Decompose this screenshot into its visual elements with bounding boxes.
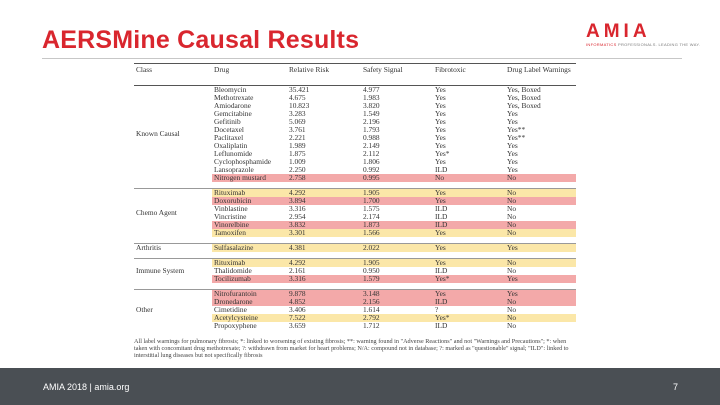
relative-risk-cell: 3.406 [289,306,306,314]
relative-risk-cell: 35.421 [287,86,361,95]
label-warning-cell: No [505,174,576,182]
safety-signal-cell: 1.549 [363,110,380,118]
drug-cell: Gemcitabine [214,110,252,118]
page-number: 7 [673,382,679,392]
results-table [134,63,576,330]
safety-signal-cell: 3.148 [361,290,433,299]
fibrotoxic-cell: Yes* [435,150,450,158]
logo-tagline [586,42,701,48]
table-row [134,290,576,299]
safety-signal-cell: 2.112 [363,150,380,158]
relative-risk-cell: 4.675 [289,94,306,102]
logo-tagline-highlight: INFORMATICS [586,42,617,47]
drug-cell: Gefitinib [214,118,241,126]
safety-signal-cell: 0.995 [361,174,433,182]
fibrotoxic-cell: Yes [433,244,505,253]
label-warning-cell: No [507,205,517,213]
safety-signal-cell: 1.712 [363,322,380,330]
label-warning-cell: No [507,306,517,314]
safety-signal-cell: 1.575 [363,205,380,213]
relative-risk-cell: 3.316 [289,205,306,213]
label-warning-cell: Yes [507,142,518,150]
drug-cell: Tamoxifen [212,229,287,237]
fibrotoxic-cell: Yes* [433,314,505,322]
relative-risk-cell: 1.009 [289,158,306,166]
label-warning-cell: Yes [505,275,576,283]
label-warning-cell: Yes [507,158,518,166]
label-warning-cell: Yes [507,166,518,174]
label-warning-cell: Yes, Boxed [507,102,541,110]
relative-risk-cell: 2.954 [289,213,306,221]
drug-cell: Sulfasalazine [212,244,287,253]
table-row [134,189,576,198]
fibrotoxic-cell: Yes [435,118,446,126]
drug-cell: Rituximab [212,189,287,198]
label-warning-cell: Yes [505,290,576,299]
relative-risk-cell: 3.761 [289,126,306,134]
safety-signal-cell: 2.174 [363,213,380,221]
safety-signal-cell: 2.792 [361,314,433,322]
relative-risk-cell: 4.381 [287,244,361,253]
label-warning-cell: Yes [507,150,518,158]
drug-cell: Paclitaxel [214,134,244,142]
fibrotoxic-cell: Yes [435,110,446,118]
fibrotoxic-cell: ILD [435,267,448,275]
footer-text: AMIA 2018 | amia.org [43,382,130,392]
safety-signal-cell: 0.950 [363,267,380,275]
drug-cell: Vincristine [214,213,247,221]
col-header-drug: Drug [212,64,287,86]
relative-risk-cell: 1.875 [289,150,306,158]
logo-wordmark-text: AMIA [586,21,651,42]
label-warning-cell: No [505,259,576,268]
fibrotoxic-cell: Yes [435,126,446,134]
col-header-label-warnings: Drug Label Warnings [505,64,576,86]
safety-signal-cell: 0.988 [363,134,380,142]
label-warning-cell: No [505,189,576,198]
amia-logo [586,21,701,56]
table-body [134,86,576,331]
table-row [134,244,576,253]
safety-signal-cell: 2.196 [363,118,380,126]
relative-risk-cell: 10.823 [289,102,310,110]
label-warning-cell: Yes [507,110,518,118]
class-cell: Immune System [134,259,212,284]
safety-signal-cell: 4.977 [361,86,433,95]
safety-signal-cell: 1.905 [361,259,433,268]
relative-risk-cell: 3.894 [287,197,361,205]
table-header-row [134,64,576,86]
safety-signal-cell: 2.149 [363,142,380,150]
safety-signal-cell: 1.806 [363,158,380,166]
drug-cell: Rituximab [212,259,287,268]
fibrotoxic-cell: ILD [435,322,448,330]
safety-signal-cell: 1.873 [361,221,433,229]
relative-risk-cell: 1.989 [289,142,306,150]
fibrotoxic-cell: ILD [435,205,448,213]
title-divider [42,58,682,59]
class-cell: Chemo Agent [134,189,212,238]
drug-cell: Cyclophosphamide [214,158,272,166]
drug-cell: Amiodarone [214,102,251,110]
drug-cell: Leflunomide [214,150,253,158]
label-warning-cell: No [505,197,576,205]
fibrotoxic-cell: Yes [435,134,446,142]
drug-cell: Vinorelbine [212,221,287,229]
safety-signal-cell: 0.992 [363,166,380,174]
relative-risk-cell: 2.250 [289,166,306,174]
fibrotoxic-cell: ILD [433,221,505,229]
col-header-safety-signal: Safety Signal [361,64,433,86]
fibrotoxic-cell: ? [435,306,439,314]
drug-cell: Docetaxel [214,126,244,134]
fibrotoxic-cell: Yes [433,229,505,237]
label-warning-cell: No [505,229,576,237]
relative-risk-cell: 4.852 [287,298,361,306]
label-warning-cell: No [507,322,517,330]
label-warning-cell: Yes, Boxed [507,94,541,102]
logo-tagline-rest: PROFESSIONALS. LEADING THE WAY. [616,42,701,47]
fibrotoxic-cell: Yes [435,94,446,102]
label-warning-cell: Yes [505,244,576,253]
safety-signal-cell: 2.022 [361,244,433,253]
relative-risk-cell: 4.292 [287,259,361,268]
drug-cell: Bleomycin [212,86,287,95]
safety-signal-cell: 1.566 [361,229,433,237]
class-cell: Known Causal [134,86,212,183]
safety-signal-cell: 1.614 [363,306,380,314]
col-header-relative-risk: Relative Risk [287,64,361,86]
fibrotoxic-cell: ILD [433,298,505,306]
fibrotoxic-cell: Yes [435,142,446,150]
table-row [134,259,576,268]
label-warning-cell: Yes** [507,134,526,142]
safety-signal-cell: 1.905 [361,189,433,198]
fibrotoxic-cell: ILD [435,213,448,221]
fibrotoxic-cell: Yes [433,290,505,299]
drug-cell: Vinblastine [214,205,248,213]
fibrotoxic-cell: Yes [433,197,505,205]
safety-signal-cell: 1.793 [363,126,380,134]
relative-risk-cell: 3.659 [289,322,306,330]
drug-cell: Cimetidine [214,306,247,314]
fibrotoxic-cell: ILD [435,166,448,174]
relative-risk-cell: 3.316 [287,275,361,283]
drug-cell: Methotrexate [214,94,254,102]
relative-risk-cell: 3.832 [287,221,361,229]
label-warning-cell: Yes** [507,126,526,134]
fibrotoxic-cell: Yes [433,259,505,268]
drug-cell: Lansoprazole [214,166,254,174]
class-cell: Arthritis [134,244,212,253]
fibrotoxic-cell: Yes [435,158,446,166]
safety-signal-cell: 3.820 [363,102,380,110]
drug-cell: Oxaliplatin [214,142,248,150]
label-warning-cell: No [507,267,517,275]
class-cell: Other [134,290,212,331]
relative-risk-cell: 4.292 [287,189,361,198]
relative-risk-cell: 3.283 [289,110,306,118]
drug-cell: Doxorubicin [212,197,287,205]
label-warning-cell: No [505,221,576,229]
relative-risk-cell: 5.069 [289,118,306,126]
relative-risk-cell: 3.301 [287,229,361,237]
label-warning-cell: No [505,314,576,322]
label-warning-cell: No [507,213,517,221]
fibrotoxic-cell: Yes [435,102,446,110]
logo-wordmark [586,22,684,42]
label-warning-cell: No [505,298,576,306]
fibrotoxic-cell: Yes [433,189,505,198]
drug-cell: Acetylcysteine [212,314,287,322]
drug-cell: Dronedarone [212,298,287,306]
drug-cell: Propoxyphene [214,322,257,330]
safety-signal-cell: 1.983 [363,94,380,102]
fibrotoxic-cell: No [433,174,505,182]
drug-cell: Nitrogen mustard [212,174,287,182]
results-table-container [134,63,576,330]
slide-title: AERSMine Causal Results [42,26,360,54]
col-header-fibrotoxic: Fibrotoxic [433,64,505,86]
drug-cell: Thalidomide [214,267,252,275]
table-row [134,86,576,95]
drug-cell: Tocilizumab [212,275,287,283]
fibrotoxic-cell: Yes* [433,275,505,283]
relative-risk-cell: 2.221 [289,134,306,142]
col-header-class: Class [134,64,212,86]
relative-risk-cell: 2.758 [287,174,361,182]
relative-risk-cell: 9.878 [287,290,361,299]
drug-cell: Nitrofurantoin [212,290,287,299]
fibrotoxic-cell: Yes [433,86,505,95]
safety-signal-cell: 1.579 [361,275,433,283]
table-caption: All label warnings for pulmonary fibrosis; *: linked to worsening of existing fibrosis; **: warning found in "Adverse Reactions" and not "Warnings and Precautions"; *: when taken with concomitant drug methotrexate; ?: withdrawn from market for heart problems; N/A: compound not in database; ?: marked as "questionable" signal; "ILD": linked to interstitial lung diseases but not specifically fibrosis [134,338,569,359]
safety-signal-cell: 2.156 [361,298,433,306]
relative-risk-cell: 2.161 [289,267,306,275]
label-warning-cell: Yes, Boxed [505,86,576,95]
relative-risk-cell: 7.522 [287,314,361,322]
label-warning-cell: Yes [507,118,518,126]
safety-signal-cell: 1.700 [361,197,433,205]
